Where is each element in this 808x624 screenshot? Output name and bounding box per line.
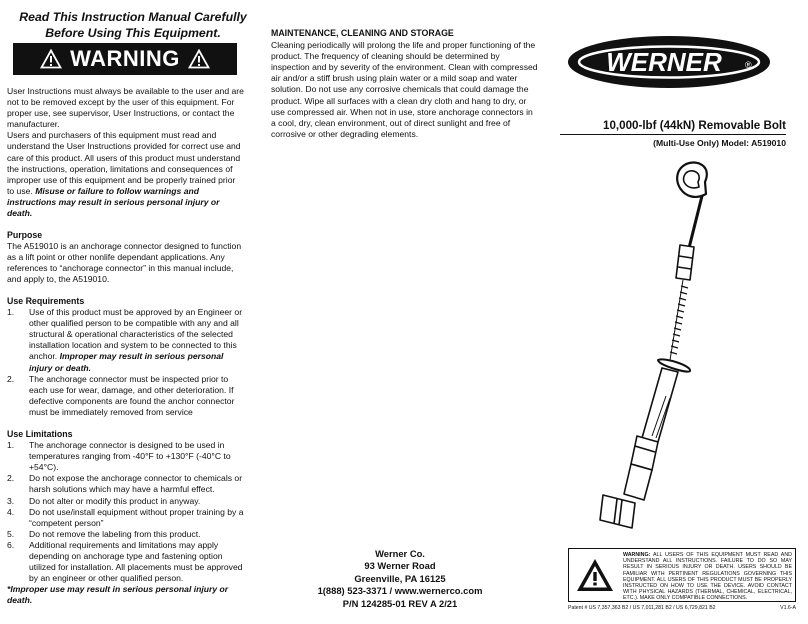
improper-use-footnote: *Improper use may result in serious personal injury or death. [7, 584, 229, 606]
list-item: 6. Additional requirements and limitations may apply depending on anchorage type and fastening option utilized for installation. All placements must be approved by an engineer or other qualified person. [7, 539, 243, 584]
intro-paragraph: User Instructions must always be available to the user and are not to be removed except by the user of this equipment. For proper use, see supervisor, User Instructions, or contact the manufacturer. [7, 86, 244, 130]
purpose-heading: Purpose [7, 230, 43, 240]
use-requirements-heading: Use Requirements [7, 296, 85, 306]
patent-numbers: Patent # US 7,357,363 B2 / US 7,011,281 B2 / US 6,729,821 B2 [568, 605, 716, 611]
registered-mark: ® [745, 60, 752, 70]
patent-footer [568, 605, 796, 611]
use-limitations-section [7, 429, 244, 607]
city-state-zip: Greenville, PA 16125 [354, 572, 446, 584]
warning-banner-label: WARNING [70, 46, 180, 71]
street-address: 93 Werner Road [364, 560, 436, 572]
purpose-text: The A519010 is an anchorage connector designed to function as a lift point or other nonlife dependant applications. Any references to “anchorage connector” in this manual include, and apply to, the A519010. [7, 241, 242, 285]
misuse-warning: Misuse or failure to follow warnings and instructions may result in serious personal injury or death. [7, 185, 220, 219]
title-divider [560, 134, 786, 135]
company-name: Werner Co. [375, 548, 425, 559]
intro-section [7, 86, 244, 219]
manual-title: Read This Instruction Manual Carefully Before Using This Equipment. [19, 10, 247, 40]
company-address [300, 548, 500, 610]
use-requirements-section [7, 296, 244, 418]
list-item: 1. Use of this product must be approved by an Engineer or other qualified person to be compatible with any and all structural & operational characteristics of the selected installation location and system to be connected to this anchor. Improper may result in serious personal injury or death. [7, 307, 243, 373]
list-item: 1. The anchorage connector is designed to be used in temperatures ranging from -40°F to +130°F (-40°C to +54°C). [7, 440, 231, 473]
list-item: 2. Do not expose the anchorage connector to chemicals or harsh solutions which may have a harmful effect. [7, 473, 243, 495]
product-title: 10,000-lbf (44kN) Removable Bolt [603, 119, 786, 132]
list-item: 3. Do not alter or modify this product in anyway. [7, 495, 201, 506]
warning-triangle-icon [188, 49, 210, 69]
removable-bolt-illustration [582, 160, 712, 540]
purpose-section [7, 230, 244, 285]
part-number: P/N 124285-01 REV A 2/21 [342, 597, 458, 609]
list-item: 2. The anchorage connector must be inspected prior to each use for wear, damage, and other deterioration. If defective components are found the anchor connector must be immediately removed from service [7, 373, 235, 417]
intro-paragraph: Users and purchasers of this equipment must read and understand the User Instructions provided for correct use and care of this product. All users of this product must understand the instructions, operation, limitations and consequences of improper use of this equipment and be properly trained prior to use. Misuse or failure to follow warnings and instructions may result in serious personal injury or death. [7, 130, 241, 219]
werner-logo [567, 35, 771, 89]
version-number: V1.6-A [780, 605, 796, 611]
maintenance-text: Cleaning periodically will prolong the life and proper functioning of the product. The frequency of cleaning should be determined by inspection and by severity of the environment. Clean with compressed air and/or a stiff brush using plain water or a mild soap and water solution. Do not use any corrosive chemicals that could damage the product. Wipe all surfaces with a clean dry cloth and hang to dry, or use compressed air. When not in use, store anchorage connectors in a cool, dry, clean environment, out of direct sunlight and free of corrosive or other degrading elements. [271, 40, 538, 139]
maintenance-heading: MAINTENANCE, CLEANING AND STORAGE [271, 28, 454, 38]
warning-triangle-icon [40, 49, 62, 69]
warning-triangle-icon [575, 557, 615, 593]
warning-banner [13, 43, 237, 75]
maintenance-section [271, 28, 539, 140]
list-item: 5. Do not remove the labeling from this product. [7, 528, 201, 539]
list-item: 4. Do not use/install equipment without proper training by a “competent person” [7, 506, 244, 528]
warning-label-text: WARNING: ALL USERS OF THIS EQUIPMENT MUST READ AND UNDERSTAND ALL INSTRUCTIONS. FAILURE TO DO SO MAY RESULT IN SERIOUS INJURY OR DEATH. USERS SHOULD BE FAMILIAR WITH PERTINENT REGULATIONS GOVERNING THIS EQUIPMENT. ALL USERS OF THIS PRODUCT MUST BE PROPERLY INSTRUCTED ON HOW TO USE THE DEVICE. AVOID CONTACT WITH PHYSICAL HAZARDS (THERMAL, CHEMICAL, ELECTRICAL, ETC.). MAKE ONLY COMPATIBLE CONNECTIONS. [623, 552, 792, 602]
phone-website: 1(888) 523-3371 / www.wernerco.com [317, 585, 483, 597]
warning-label-box [568, 548, 796, 602]
product-model: (Multi-Use Only) Model: A519010 [653, 138, 786, 148]
logo-text: WERNER [606, 47, 722, 77]
use-limitations-heading: Use Limitations [7, 429, 73, 439]
